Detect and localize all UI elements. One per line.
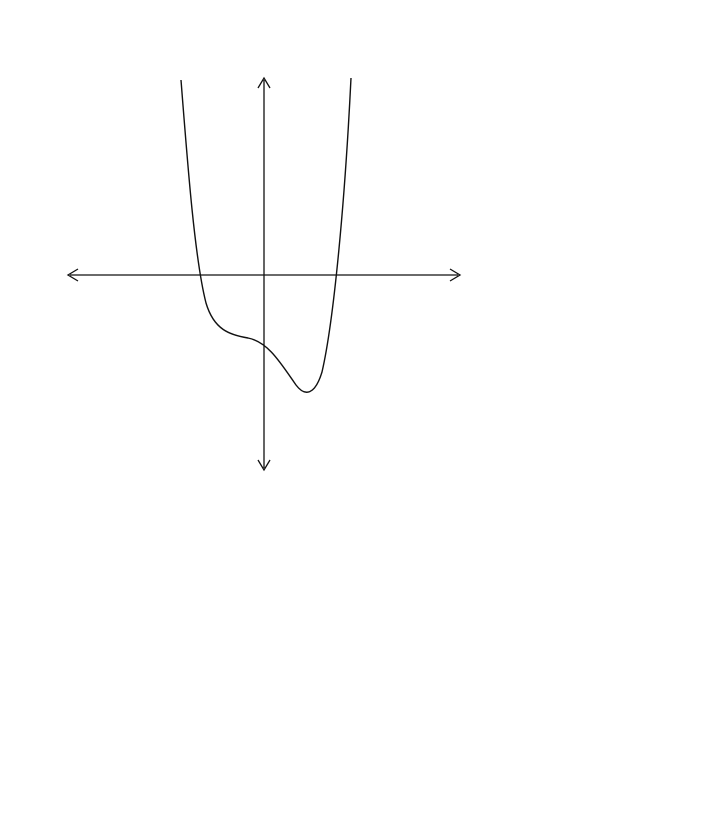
y-axis — [258, 78, 270, 470]
function-curve — [181, 78, 351, 392]
